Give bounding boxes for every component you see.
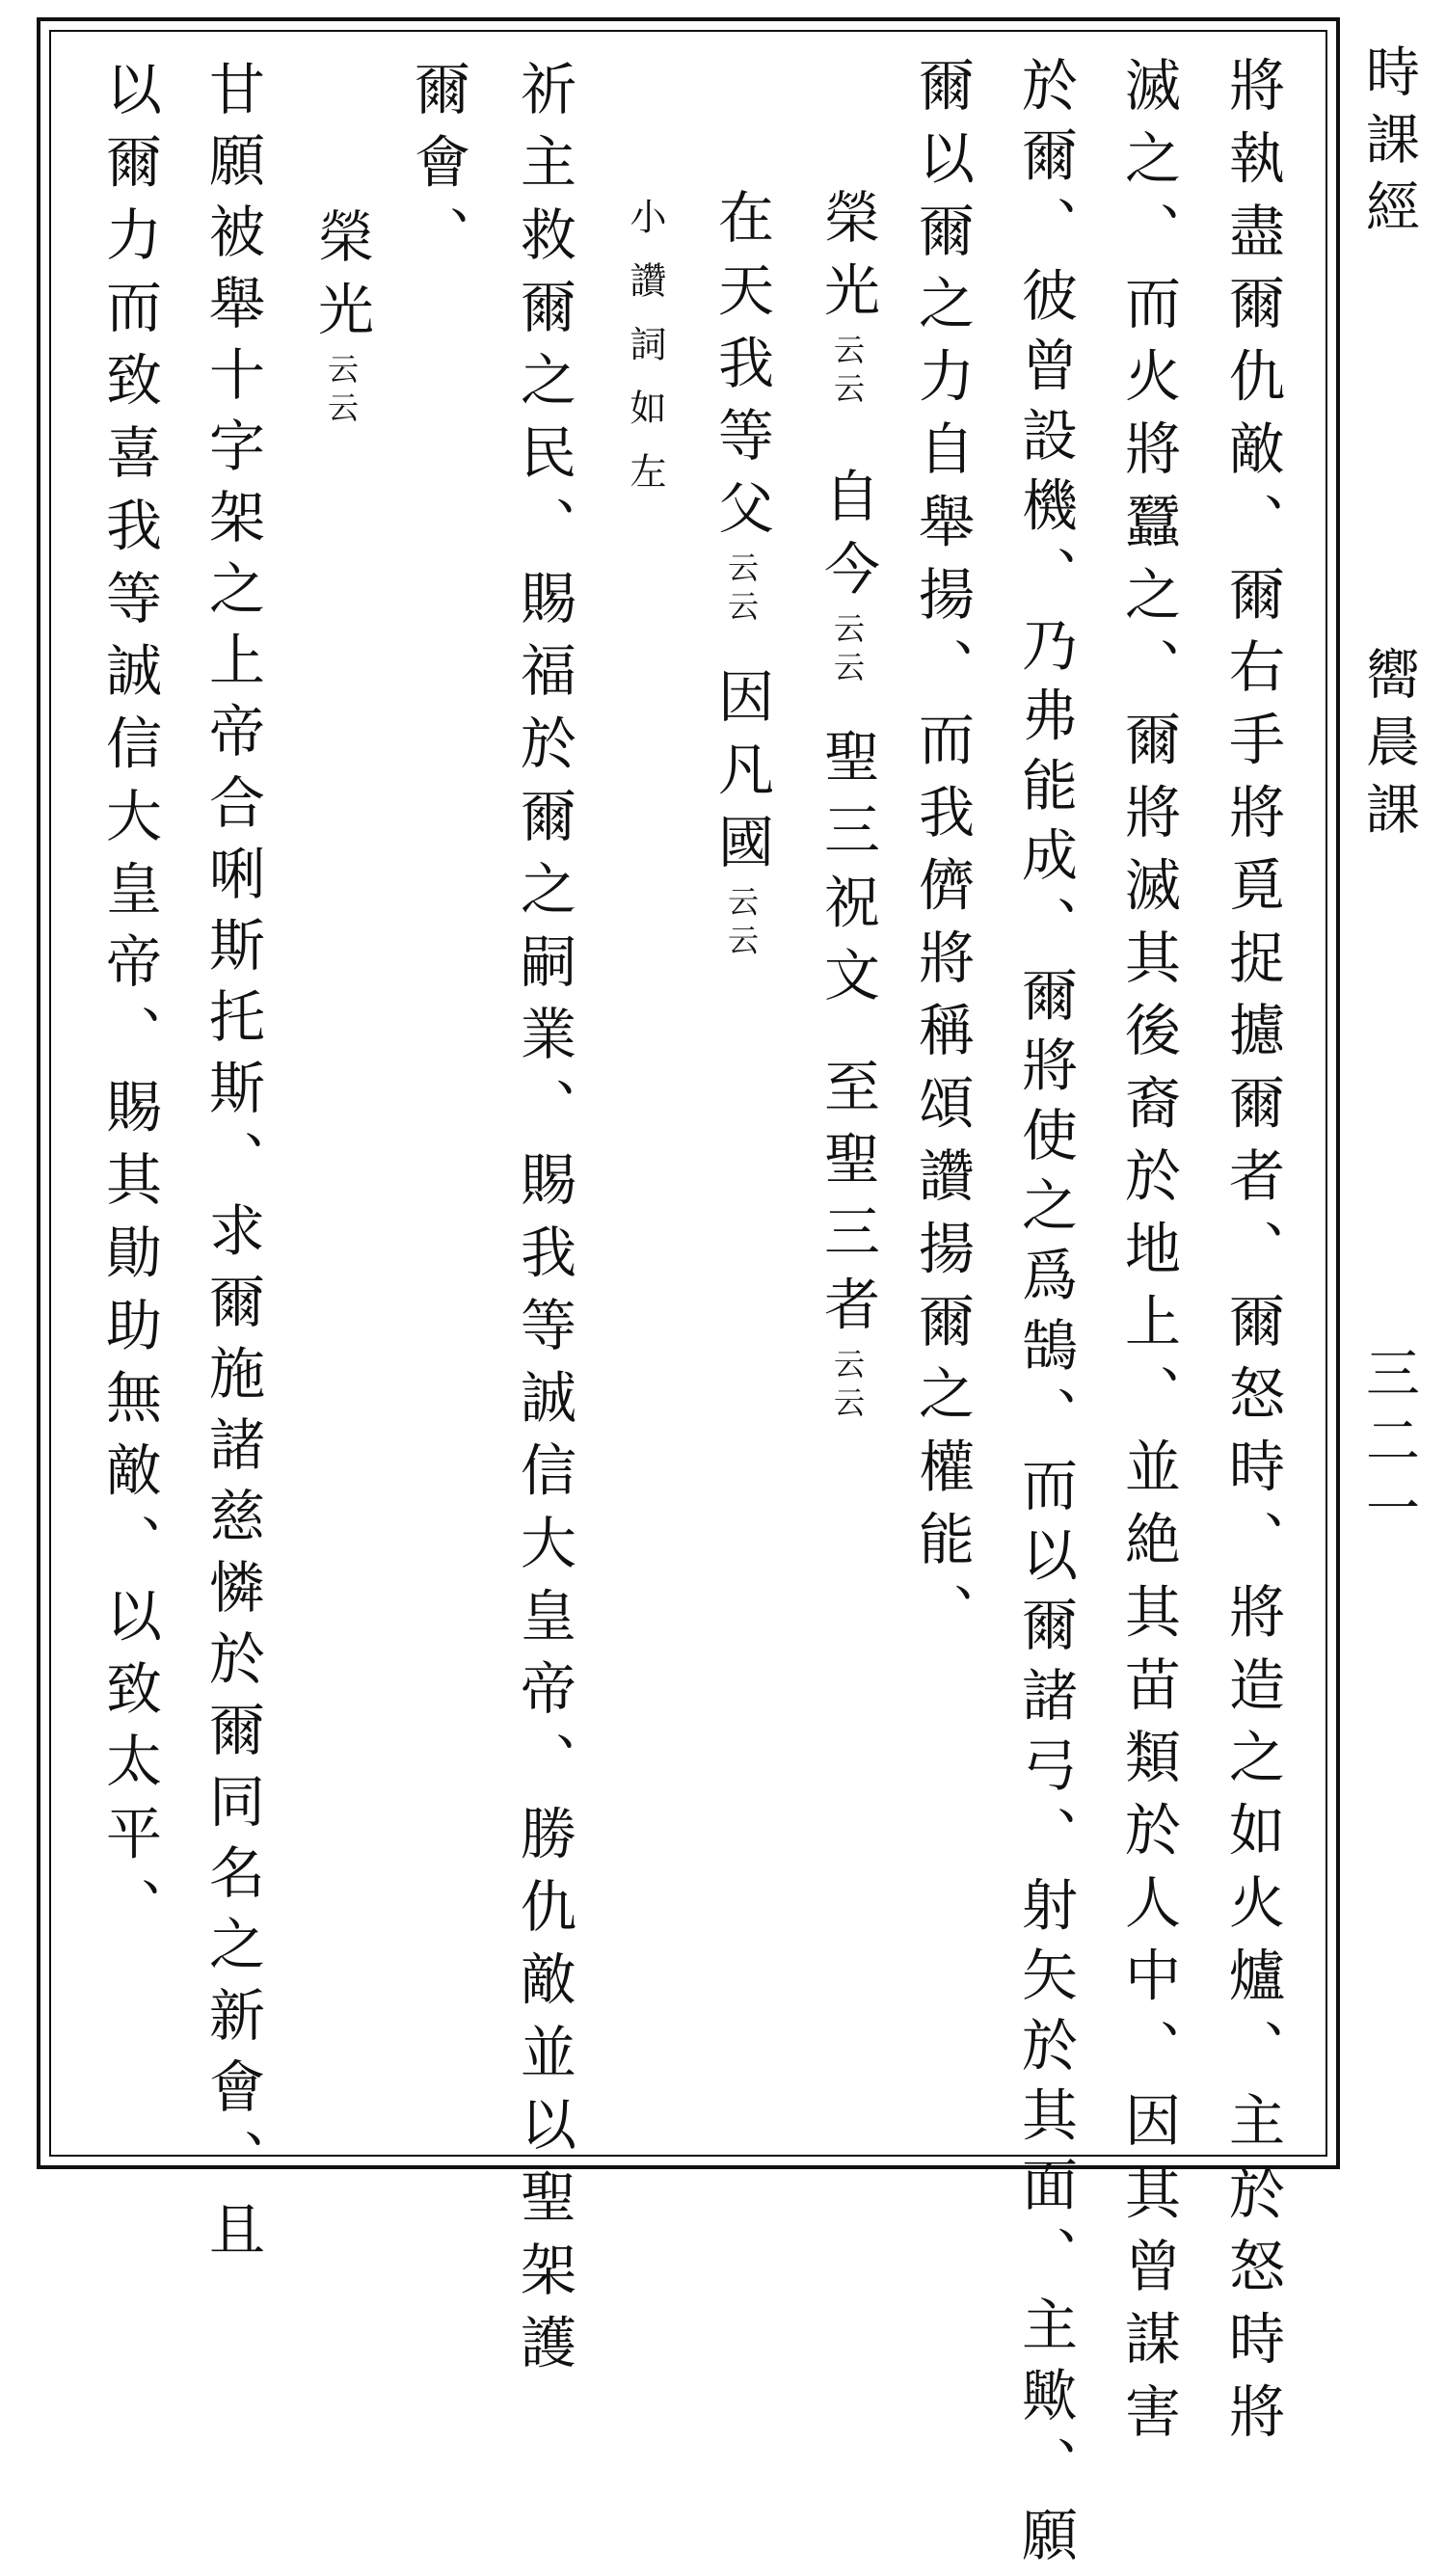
text-column-3: 於爾、彼曾設機、乃弗能成、爾將使之爲鵠、而以爾諸弓、射矢於其面、主歟、願 xyxy=(1012,56,1078,2576)
etc-mark: 云云 xyxy=(829,1347,866,1425)
section-title: 嚮晨課 xyxy=(1357,646,1420,848)
etc-mark: 云云 xyxy=(723,551,760,629)
text-column-1: 將執盡爾仇敵、爾右手將覓捉攄爾者、爾怒時、將造之如火爐、主於怒時將 xyxy=(1219,56,1285,2455)
text-column-10 xyxy=(308,207,374,430)
troparia-heading: 小讚詞如左 xyxy=(624,198,666,516)
text-column-12: 以爾力而致喜我等誠信大皇帝、賜其勛助無敵、以致太平、 xyxy=(96,60,162,1950)
text-column-4: 爾以爾之力自舉揚、而我儕將稱頌讚揚爾之權能、 xyxy=(909,56,975,1655)
now-text: 自今 xyxy=(815,466,880,612)
text-column-2: 滅之、而火將蠶之、爾將滅其後裔於地上、並絶其苗類於人中、因其曾謀害 xyxy=(1115,56,1181,2455)
etc-mark: 云云 xyxy=(829,611,866,689)
text-column-5 xyxy=(815,188,880,1425)
gloria-text: 榮光 xyxy=(308,207,374,353)
text-column-11: 甘願被舉十字架之上帝合唎斯托斯、求爾施諸慈憐於爾同名之新會、且 xyxy=(200,60,265,2271)
page-number: 三二一 xyxy=(1357,1345,1420,1547)
text-column-9: 爾會、 xyxy=(405,60,470,279)
for-thine-is-text: 因凡國 xyxy=(709,667,774,886)
most-holy-trinity-text: 至聖三者 xyxy=(815,1057,880,1348)
etc-mark: 云云 xyxy=(829,333,866,411)
etc-mark: 云云 xyxy=(723,885,760,963)
gloria-text: 榮光 xyxy=(815,188,880,334)
our-father-text: 在天我等父 xyxy=(709,188,774,551)
etc-mark: 云云 xyxy=(323,352,360,430)
trisagion-title: 聖三祝文 xyxy=(815,727,880,1019)
text-column-6 xyxy=(709,188,774,963)
book-title: 時課經 xyxy=(1357,43,1420,246)
text-column-8: 祈主救爾之民、賜福於爾之嗣業、賜我等誠信大皇帝、勝仇敵並以聖架護 xyxy=(511,60,576,2386)
